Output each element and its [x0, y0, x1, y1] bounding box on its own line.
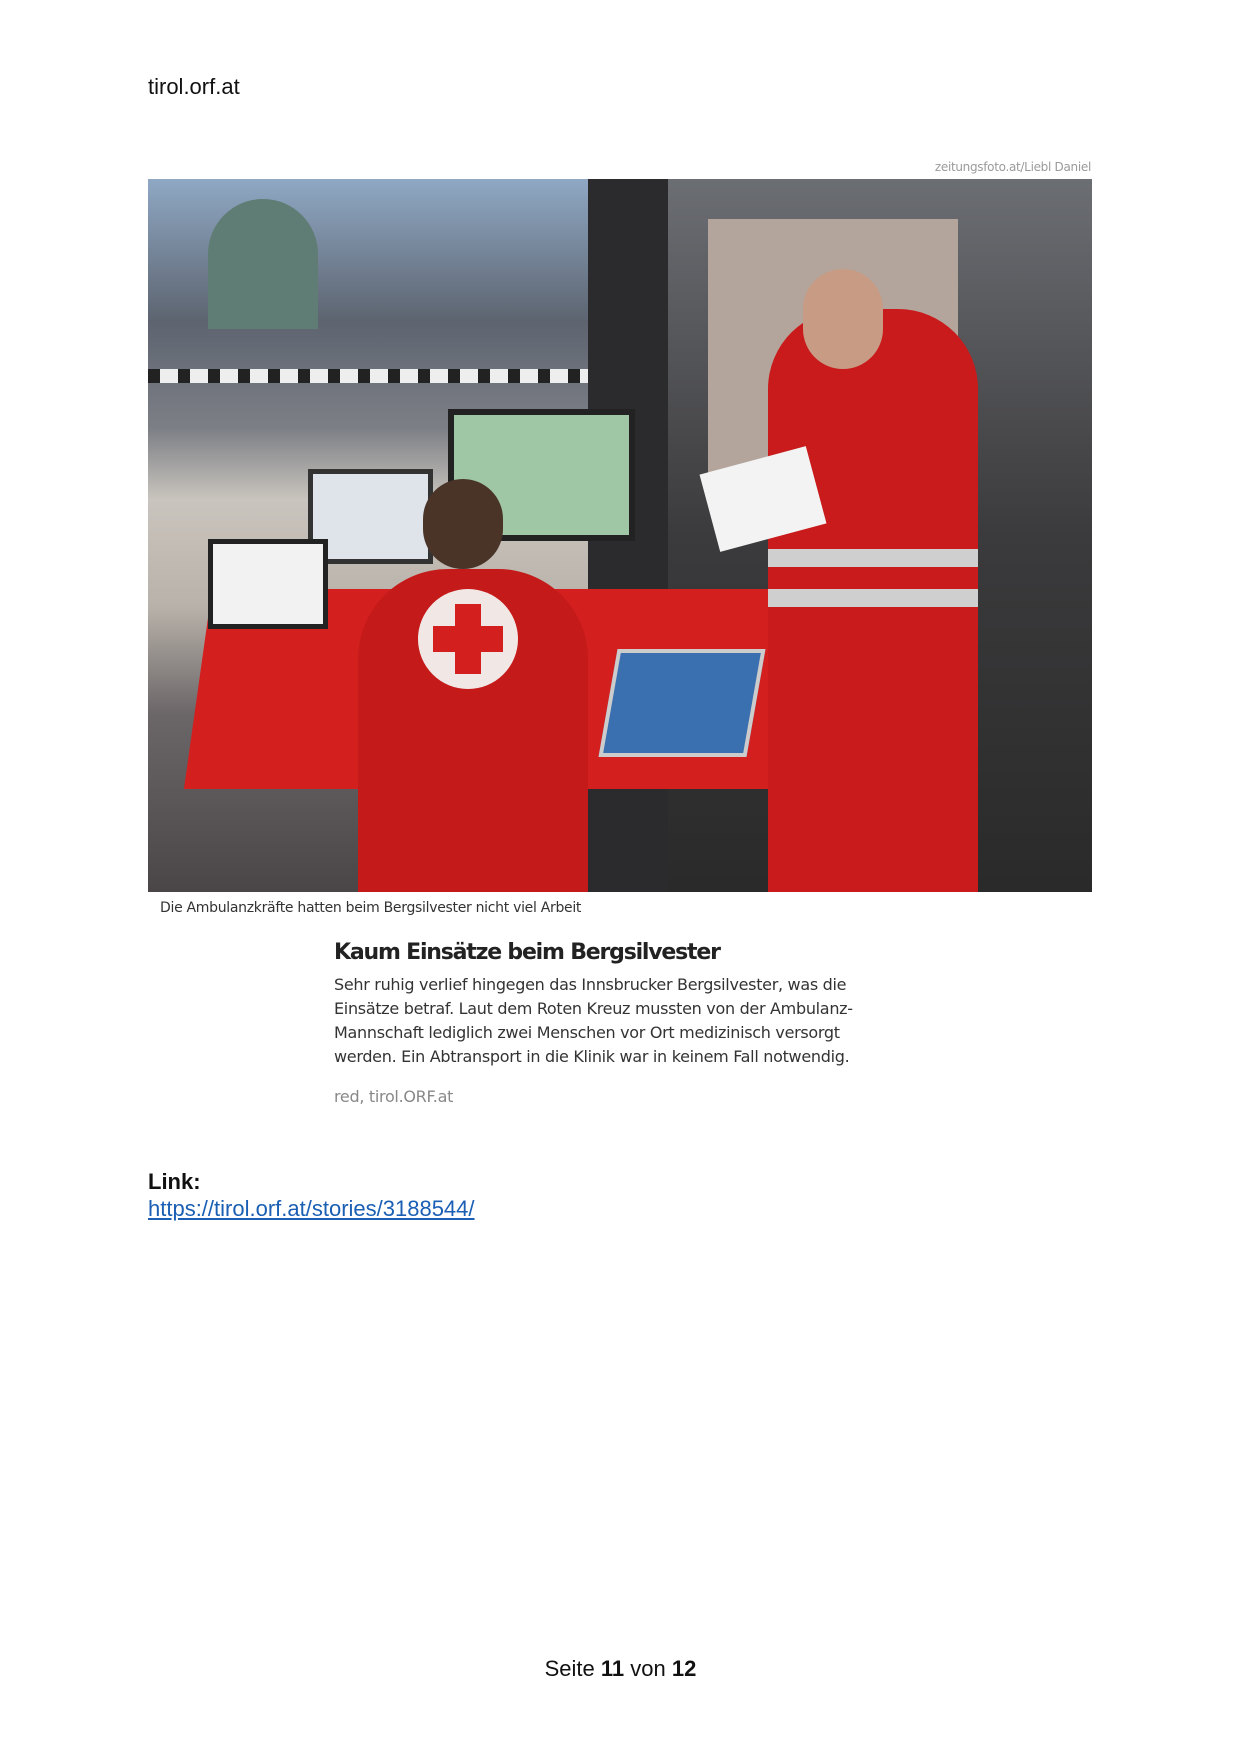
footer-middle: von — [630, 1656, 666, 1681]
current-page: 11 — [600, 1656, 625, 1681]
photo-caption: Die Ambulanzkräfte hatten beim Bergsilvester nicht viel Arbeit — [160, 900, 582, 916]
page-footer — [0, 1656, 1241, 1682]
story-link[interactable]: https://tirol.orf.at/stories/3188544/ — [148, 1196, 475, 1221]
article-body: Sehr ruhig verlief hingegen das Innsbrucker Bergsilvester, was die Einsätze betraf. Laut dem Roten Kreuz mussten von der Ambulanz-Mannschaft lediglich zwei Menschen vor Ort medizinisch versorgt werden. Ein Abtransport in die Klinik war in keinem Fall notwendig. — [334, 975, 853, 1066]
article-heading: Kaum Einsätze beim Bergsilvester — [334, 940, 720, 965]
site-header: tirol.orf.at — [148, 74, 240, 99]
photo-credit: zeitungsfoto.at/Liebl Daniel — [934, 160, 1091, 174]
total-pages: 12 — [671, 1656, 697, 1681]
article-photo — [148, 179, 1092, 892]
footer-prefix: Seite — [544, 1656, 595, 1681]
article-byline: red, tirol.ORF.at — [334, 1087, 454, 1106]
link-label: Link: — [148, 1169, 201, 1194]
